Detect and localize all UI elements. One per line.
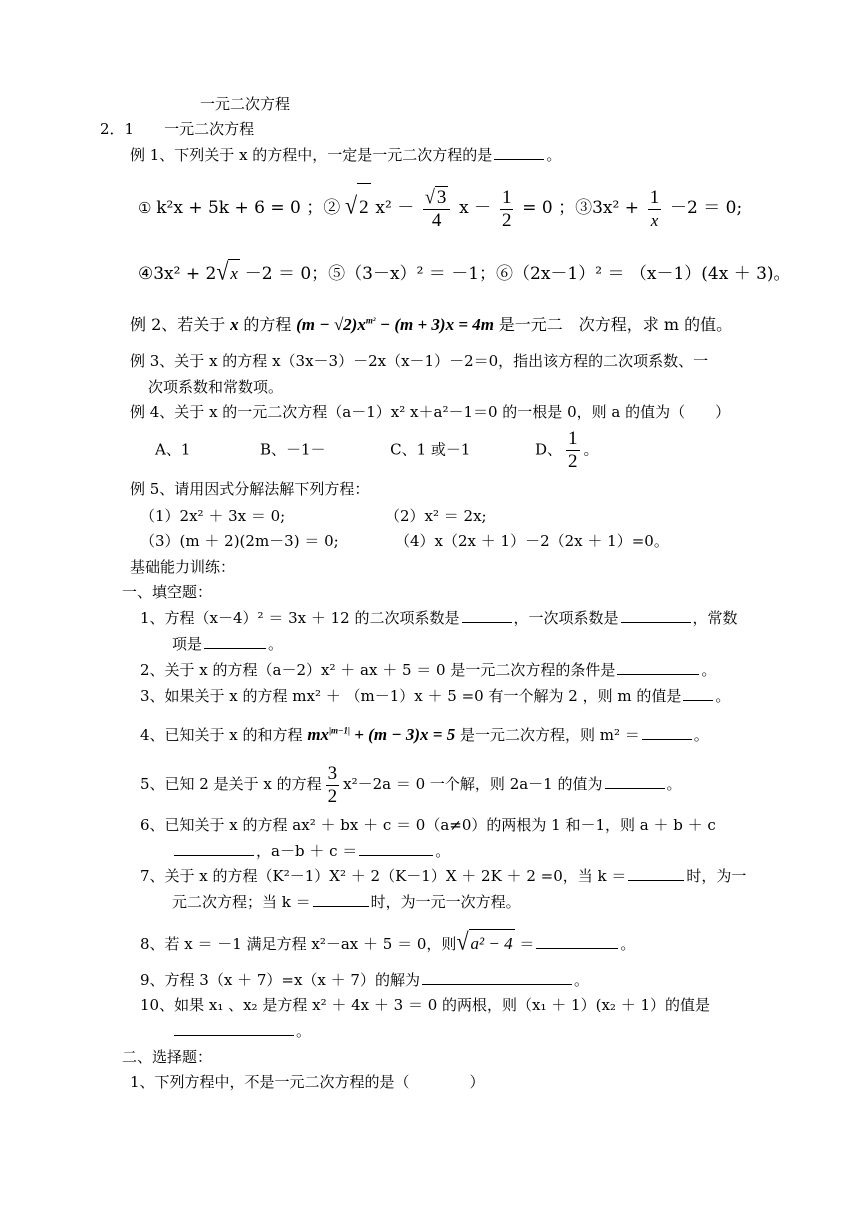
example-4-options: A、1 B、－1－ C、1 或－1 D、 $\frac{1}{2}$ 。 (155, 428, 599, 472)
answer-blank[interactable] (536, 934, 618, 949)
answer-blank[interactable] (359, 841, 433, 856)
question-7-line2: 元二次方程；当 k ＝ 时，为一元一次方程。 (172, 893, 521, 911)
example-1-options-row1: ① k²x + 5k + 6 = 0 ；② √ 2 x² － $\frac{√ 3}{4}$ x － $\frac{1}{2}$ = 0 ；③3x² + $\frac{1}{x}$ －2 ＝ 0; (138, 182, 742, 232)
example-4-line1: 例 4、关于 x 的一元二次方程（a－1）x² x＋a²－1＝0 的一根是 0，则 a 的值为（ ） (130, 403, 731, 421)
question-6-line2: ，a－b ＋ c ＝ 。 (172, 841, 450, 861)
question-2: 2、关于 x 的方程（a－2）x² ＋ ax ＋ 5 ＝ 0 是一元二次方程的条件是 。 (140, 661, 717, 679)
basic-training-heading: 基础能力训练： (130, 558, 236, 576)
question-9: 9、方程 3（x ＋ 7）=x（x ＋ 7）的解为 。 (140, 971, 589, 989)
answer-blank[interactable] (462, 608, 512, 623)
fraction-1-over-2: $\frac{1}{2}$ (501, 186, 512, 231)
example-5-part-1: （1）2x² ＋ 3x ＝ 0; (140, 507, 286, 525)
example-5-part-3: （3）(m ＋ 2)(2m－3) ＝ 0; (140, 532, 339, 550)
fraction-1-over-2-d: $\frac{1}{2}$ (568, 428, 578, 472)
example-5-part-4: （4）x（2x ＋ 1）－2（2x ＋ 1）=0。 (395, 532, 669, 550)
example-1-options-row2: ④3x² + 2√ x －2 ＝ 0；⑤（3－x）² ＝ －1；⑥（2x－1）² ＝ （x－1）(4x ＋ 3)。 (138, 258, 791, 288)
option-a: A、1 (155, 440, 191, 459)
option-1: k²x + 5k + 6 = 0 ；② (156, 198, 341, 218)
fraction-sqrt3-over-4: $\frac{√ 3}{4}$ (423, 186, 450, 232)
option-d: D、 (535, 440, 563, 459)
answer-blank[interactable] (683, 686, 713, 701)
choice-question-1: 1、下列方程中，不是一元二次方程的是（ ） (130, 1073, 485, 1091)
answer-blank[interactable] (605, 774, 665, 789)
answer-blank[interactable] (174, 841, 254, 856)
choice-heading: 二、选择题： (122, 1048, 213, 1066)
option-c: C、1 或－1 (390, 440, 471, 459)
equation-ex2: $(m - √2)x^{m^2} - (m + 3)x = 4m$ (296, 315, 494, 334)
question-10-line1: 10、如果 x₁ 、x₂ 是方程 x² ＋ 4x ＋ 3 ＝ 0 的两根，则（x₁ ＋ 1）(x₂ ＋ 1）的值是 (140, 996, 711, 1014)
question-4: 4、已知关于 x 的和方程 $mx^{|m-1|} + (m - 3)x = 5$ 是一元二次方程，则 m² ＝ 。 (140, 725, 709, 744)
fraction-1-over-x: $\frac{1}{x}$ (649, 186, 660, 230)
answer-blank[interactable] (642, 725, 692, 740)
example-3-line2: 次项系数和常数项。 (148, 378, 284, 396)
option-b: B、－1－ (259, 440, 326, 459)
question-5: 5、已知 2 是关于 x 的方程 $\frac{3}{2}$ x²－2a ＝ 0 一个解，则 2a－1 的值为 。 (140, 762, 682, 807)
answer-blank[interactable] (204, 634, 266, 649)
question-1-line2: 项是 。 (172, 635, 284, 653)
question-1-line1: 1、方程（x－4）² ＝ 3x ＋ 12 的二次项系数是 ，一次项系数是 ，常数 (140, 609, 738, 627)
answer-blank[interactable] (422, 970, 572, 985)
equation-q4: $mx^{|m-1|} + (m - 3)x = 5$ (307, 725, 456, 744)
fill-in-heading: 一、填空题： (122, 583, 213, 601)
section-heading: 2．1 一元二次方程 (100, 120, 255, 138)
fraction-3-over-2: $\frac{3}{2}$ (327, 762, 338, 807)
question-3: 3、如果关于 x 的方程 mx² ＋ （m－1）x ＋ 5 =0 有一个解为 2 ，则 m 的值是 。 (140, 687, 731, 705)
question-7-line1: 7、关于 x 的方程（K²－1）X² ＋ 2（K－1）X ＋ 2K ＋ 2 =0，当 k ＝ 时，为一 (140, 867, 747, 885)
example-1-text: 例 1、下列关于 x 的方程中，一定是一元二次方程的是 (130, 146, 493, 164)
question-10-line2: 。 (172, 1021, 311, 1041)
question-8: 8、若 x ＝ －1 满足方程 x²－ax ＋ 5 ＝ 0，则√ a² − 4 ＝ 。 (140, 928, 635, 958)
example-5-part-2: （2）x² ＝ 2x; (385, 507, 487, 525)
answer-blank[interactable] (628, 866, 684, 881)
sqrt-2: √ 2 (345, 182, 371, 232)
example-3-line1: 例 3、关于 x 的方程 x（3x－3）－2x（x－1）－2＝0，指出该方程的二次项系数、一 (130, 352, 709, 370)
example-1-prompt: 例 1、下列关于 x 的方程中，一定是一元二次方程的是 。 (130, 146, 562, 164)
example-2: 例 2、若关于 x 的方程 $(m - √2)x^{m^2} - (m + 3)x = 4m$ 是一元二 次方程，求 m 的值。 (130, 315, 733, 334)
answer-blank[interactable] (313, 892, 369, 907)
sqrt-x: √ x (216, 258, 240, 288)
answer-blank[interactable] (174, 1021, 294, 1036)
answer-blank[interactable] (621, 608, 691, 623)
circled-one: ① (138, 199, 152, 217)
answer-blank[interactable] (494, 145, 544, 160)
var-x: x (230, 315, 239, 334)
sqrt-a2-minus-4: √ a² − 4 (456, 928, 514, 958)
page-title: 一元二次方程 (200, 95, 291, 113)
example-5-title: 例 5、请用因式分解法解下列方程： (130, 480, 370, 498)
question-6-line1: 6、已知关于 x 的方程 ax² ＋ bx ＋ c ＝ 0（a≠0）的两根为 1 和－1，则 a ＋ b ＋ c (140, 816, 716, 834)
answer-blank[interactable] (617, 660, 699, 675)
